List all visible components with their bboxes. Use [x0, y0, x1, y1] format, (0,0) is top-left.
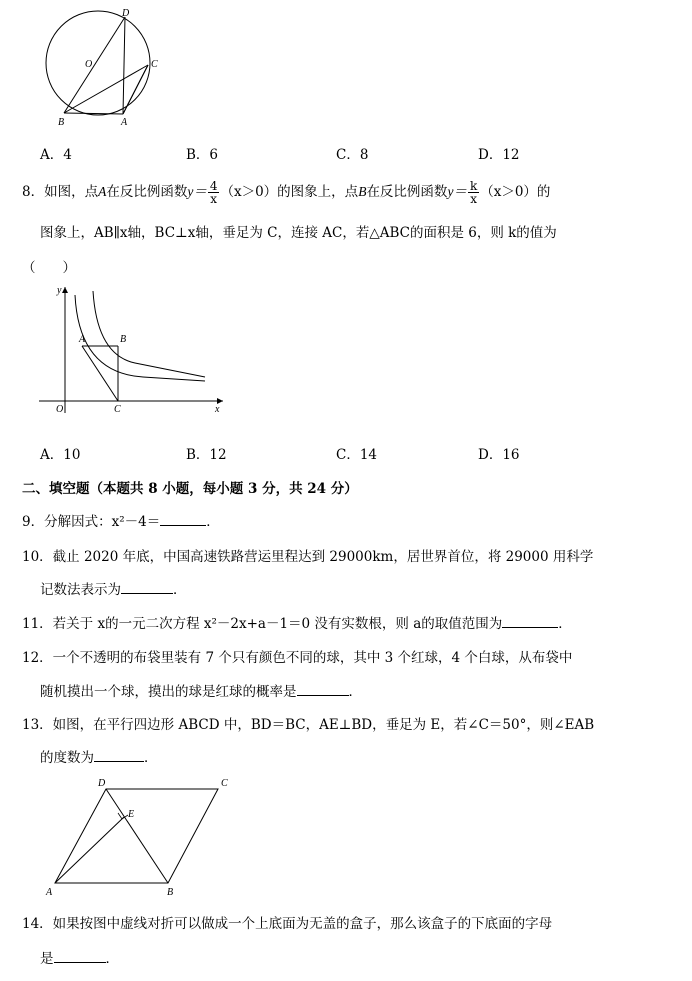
q11-text: 11．若关于 x的一元二次方程 x²－2x+a－1＝0 没有实数根，则 a的取值范围为 ． — [22, 616, 572, 632]
q8-stem-line3: （ ） — [22, 260, 76, 276]
q8-option-c: C．14 — [336, 447, 378, 463]
q7-option-b: B．6 — [186, 147, 219, 163]
q13-label-d: D — [98, 778, 106, 789]
q10-line2: 记数法表示为 ． — [40, 582, 187, 598]
q7-label-d: D — [122, 8, 130, 19]
q7-label-a: A — [121, 117, 128, 128]
q13-label-b: B — [167, 887, 174, 898]
q8-label-a: A — [79, 334, 86, 345]
q8-option-b: B．12 — [186, 447, 227, 463]
q13-parallelogram-figure — [40, 775, 240, 900]
q13-line1: 13．如图，在平行四边形 ABCD 中，BD＝BC，AE⊥BD，垂足为 E，若∠C＝50°，则∠EAB — [22, 717, 595, 733]
q8-label-b: B — [120, 334, 127, 345]
q8-hyperbola-figure — [35, 285, 225, 415]
q9-text: 9．分解因式：x²－4＝ ． — [22, 514, 220, 530]
q14-line1: 14．如果按图中虚线对折可以做成一个上底面为无盖的盒子，那么该盒子的下底面的字母 — [22, 916, 553, 932]
q8-label-o: O — [56, 404, 64, 415]
q10-line1: 10．截止 2020 年底，中国高速铁路营运里程达到 29000km，居世界首位，将 29000 用科学 — [22, 549, 594, 565]
q12-line2: 随机摸出一个球，摸出的球是红球的概率是 ． — [40, 684, 362, 700]
q13-label-e: E — [128, 809, 135, 820]
q8-label-x: x — [215, 404, 220, 415]
q8-label-y: y — [57, 285, 62, 296]
q11-answer-blank[interactable] — [502, 615, 558, 628]
q7-option-a: A．4 — [40, 147, 72, 163]
q7-option-c: C．8 — [336, 147, 369, 163]
q13-label-a: A — [46, 887, 53, 898]
q8-label-c: C — [114, 404, 121, 415]
q7-option-d: D．12 — [478, 147, 520, 163]
q8-stem-line1: 8．如图，点A在反比例函数y＝ $\frac{4}{x}$ （x＞0）的图象上，点B在反比例函数y＝ $\frac{k}{x}$ （x＞0）的 — [22, 179, 551, 206]
q14-answer-blank[interactable] — [54, 950, 106, 963]
q8-option-d: D．16 — [478, 447, 520, 463]
q8-option-a: A．10 — [40, 447, 81, 463]
q13-line2: 的度数为 ． — [40, 750, 158, 766]
q7-label-c: C — [151, 59, 158, 70]
q7-label-b: B — [58, 117, 65, 128]
q14-line2: 是 ． — [40, 951, 119, 967]
q13-label-c: C — [221, 778, 228, 789]
q10-answer-blank[interactable] — [121, 581, 173, 594]
q8-stem-line2: 图象上，AB∥x轴，BC⊥x轴，垂足为 C，连接 AC，若△ABC的面积是 6，则 k的值为 — [40, 225, 557, 241]
section-fill-in-title: 二、填空题（本题共 8 小题，每小题 3 分，共 24 分） — [22, 481, 358, 497]
q7-circle-figure — [30, 5, 170, 130]
q12-line1: 12．一个不透明的布袋里装有 7 个只有颜色不同的球，其中 3 个红球，4 个白球，从布袋中 — [22, 650, 573, 666]
q9-answer-blank[interactable] — [160, 513, 206, 526]
q13-answer-blank[interactable] — [94, 749, 144, 762]
q12-answer-blank[interactable] — [297, 683, 349, 696]
q7-label-o: O — [85, 59, 93, 70]
